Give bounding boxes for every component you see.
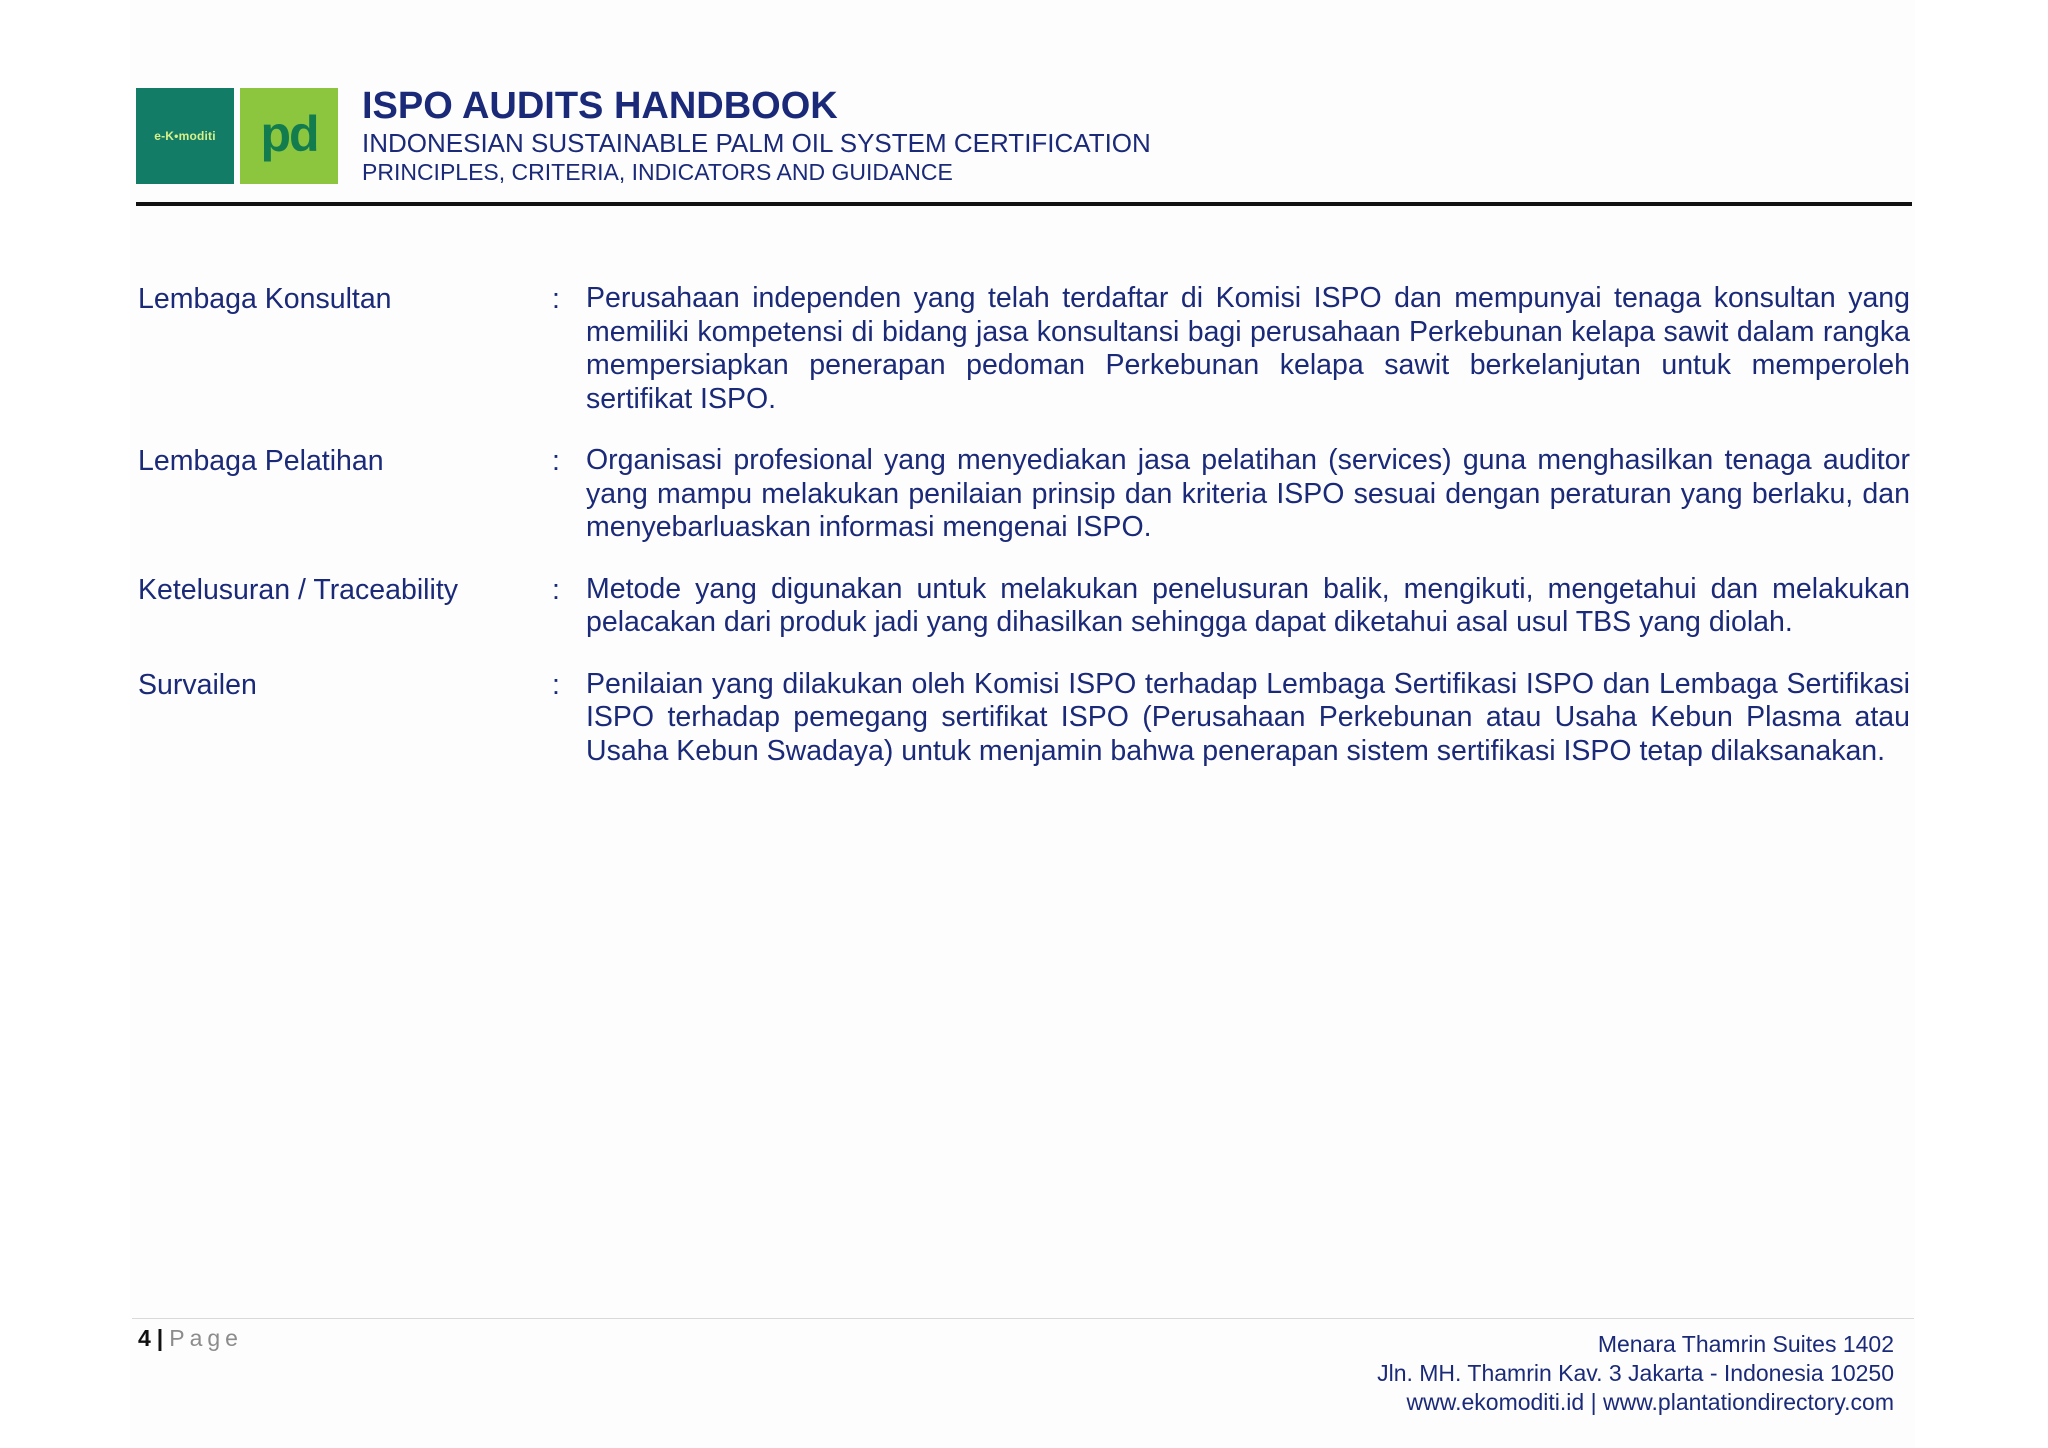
address-line: Jln. MH. Thamrin Kav. 3 Jakarta - Indonesia 10250: [1377, 1360, 1894, 1386]
pd-logo-text: pd: [260, 106, 318, 162]
definition-text: Organisasi profesional yang menyediakan jasa pelatihan (services) guna menghasilkan tenaga auditor yang mampu melakukan penilaian prinsip dan kriteria ISPO sesuai dengan peraturan yang berlaku, dan menyebarluaskan informasi mengenai ISPO.: [586, 444, 1910, 543]
address-websites: www.ekomoditi.id | www.plantationdirectory.com: [1406, 1389, 1894, 1415]
definition-item: [138, 668, 1910, 769]
definition-text: Metode yang digunakan untuk melakukan penelusuran balik, mengikuti, mengetahui dan melakukan pelacakan dari produk jadi yang dihasilkan sehingga dapat diketahui asal usul TBS yang diolah.: [586, 572, 1910, 638]
page-header: [136, 86, 1912, 204]
page-number-separator: |: [156, 1325, 164, 1351]
definitions-list: [138, 282, 1910, 796]
definition-term: Lembaga Konsultan: [138, 283, 392, 315]
address-line: Menara Thamrin Suites 1402: [1597, 1331, 1894, 1357]
document-subtitle: INDONESIAN SUSTAINABLE PALM OIL SYSTEM CERTIFICATION: [362, 128, 1151, 158]
definition-separator: :: [552, 445, 560, 477]
definition-item: [138, 573, 1910, 640]
document-subtitle-2: PRINCIPLES, CRITERIA, INDICATORS AND GUIDANCE: [362, 159, 953, 185]
definition-term: Ketelusuran / Traceability: [138, 573, 458, 606]
page-number: [138, 1324, 243, 1352]
definition-item: [138, 282, 1910, 416]
definition-item: [138, 444, 1910, 545]
footer-divider: [132, 1318, 1914, 1319]
definition-separator: :: [552, 668, 560, 701]
page-word: Page: [169, 1325, 243, 1351]
plantation-directory-logo: [240, 88, 338, 184]
header-divider: [136, 202, 1912, 206]
ekomoditi-logo-text: e-K•moditi: [154, 129, 216, 143]
document-title: ISPO AUDITS HANDBOOK: [362, 85, 838, 127]
definition-text: Penilaian yang dilakukan oleh Komisi ISPO terhadap Lembaga Sertifikasi ISPO dan Lembaga Sertifikasi ISPO terhadap pemegang sertifikat ISPO (Perusahaan Perkebunan atau Usaha Kebun Plasma atau Usaha Kebun Swadaya) untuk menjamin bahwa penerapan sistem sertifikasi ISPO tetap dilaksanakan.: [586, 667, 1910, 767]
ekomoditi-logo: [136, 88, 234, 184]
page-number-value: 4: [138, 1325, 151, 1351]
definition-separator: :: [552, 283, 560, 315]
definition-term: Survailen: [138, 668, 257, 701]
definition-term: Lembaga Pelatihan: [138, 445, 384, 477]
definition-text: Perusahaan independen yang telah terdaftar di Komisi ISPO dan mempunyai tenaga konsultan yang memiliki kompetensi di bidang jasa konsultansi bagi perusahaan Perkebunan kelapa sawit dalam rangka mempersiapkan penerapan pedoman Perkebunan kelapa sawit berkelanjutan untuk memperoleh sertifikat ISPO.: [586, 282, 1910, 415]
footer-address: [1377, 1330, 1894, 1417]
definition-separator: :: [552, 573, 560, 606]
